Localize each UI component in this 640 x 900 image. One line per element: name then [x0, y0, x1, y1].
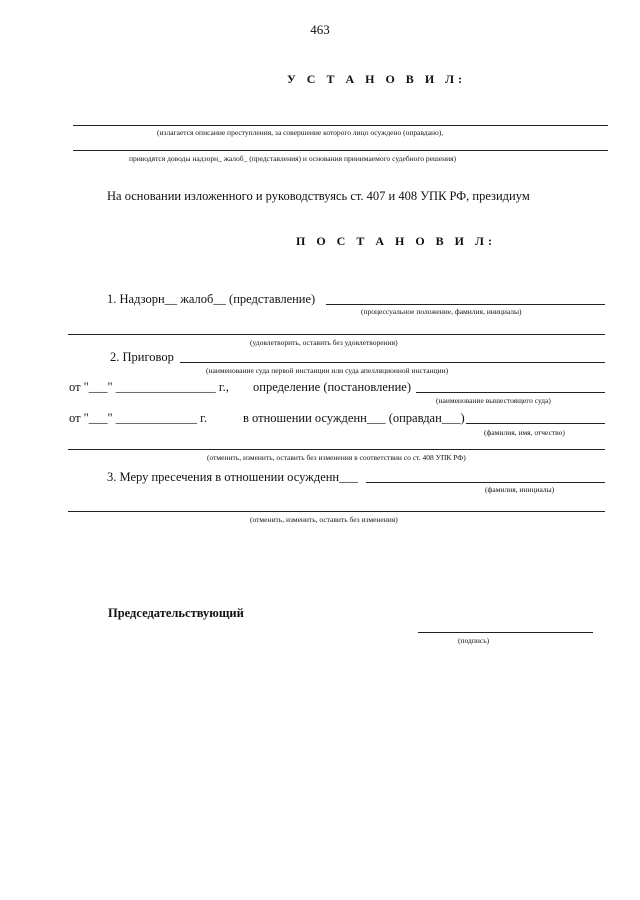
from-date-2[interactable]: от "___" _____________ г. [69, 411, 207, 425]
caption-arguments: приводятся доводы надзорн_ жалоб_ (представления) и основания принимаемого судебного решения) [129, 154, 457, 163]
cancel-change-408-line[interactable] [68, 449, 605, 450]
caption-name-full: (фамилия, имя, отчество) [484, 428, 565, 437]
heading-decided: П О С Т А Н О В И Л: [296, 234, 496, 248]
basis-sentence: На основании изложенного и руководствуясь ст. 407 и 408 УПК РФ, президиум [107, 189, 530, 203]
item2-text: 2. Приговор [110, 350, 174, 364]
first-instance-court-line[interactable] [180, 362, 605, 363]
caption-satisfy: (удовлетворить, оставить без удовлетворения) [250, 338, 398, 347]
caption-cancel-change: (отменить, изменить, оставить без изменения) [250, 515, 398, 524]
satisfy-line[interactable] [68, 334, 605, 335]
preventive-measure-name-line[interactable] [366, 482, 605, 483]
cancel-change-line[interactable] [68, 511, 605, 512]
heading-established: У С Т А Н О В И Л: [287, 72, 467, 86]
item3-text: 3. Меру пресечения в отношении осужденн___ [107, 470, 358, 484]
from-date-1[interactable]: от "___" ________________ г., [69, 380, 229, 394]
arguments-line[interactable] [73, 150, 608, 151]
regarding-text: в отношении осужденн___ (оправдан___) [243, 411, 465, 425]
caption-cancel-change-408: (отменить, изменить, оставить без изменения в соответствии со ст. 408 УПК РФ) [207, 453, 466, 462]
higher-court-line[interactable] [416, 392, 605, 393]
presiding-label: Председательствующий [108, 606, 244, 620]
caption-higher-court: (наименование вышестоящего суда) [436, 396, 551, 405]
caption-crime-description: (излагается описание преступления, за совершение которого лицо осуждено (оправдано), [157, 128, 444, 137]
crime-description-line[interactable] [73, 125, 608, 126]
caption-signature: (подпись) [458, 636, 490, 645]
ruling-text: определение (постановление) [253, 380, 411, 394]
item1-text: 1. Надзорн__ жалоб__ (представление) [107, 292, 316, 306]
page-number: 463 [310, 22, 330, 37]
convict-name-line[interactable] [466, 423, 605, 424]
item1-procedural-line[interactable] [326, 304, 605, 305]
signature-line[interactable] [418, 632, 593, 633]
caption-procedural-position: (процессуальное положение, фамилия, инициалы) [361, 307, 522, 316]
caption-first-instance-court: (наименование суда первой инстанции или суда апелляционной инстанции) [206, 366, 449, 375]
caption-name-initials: (фамилия, инициалы) [485, 485, 555, 494]
